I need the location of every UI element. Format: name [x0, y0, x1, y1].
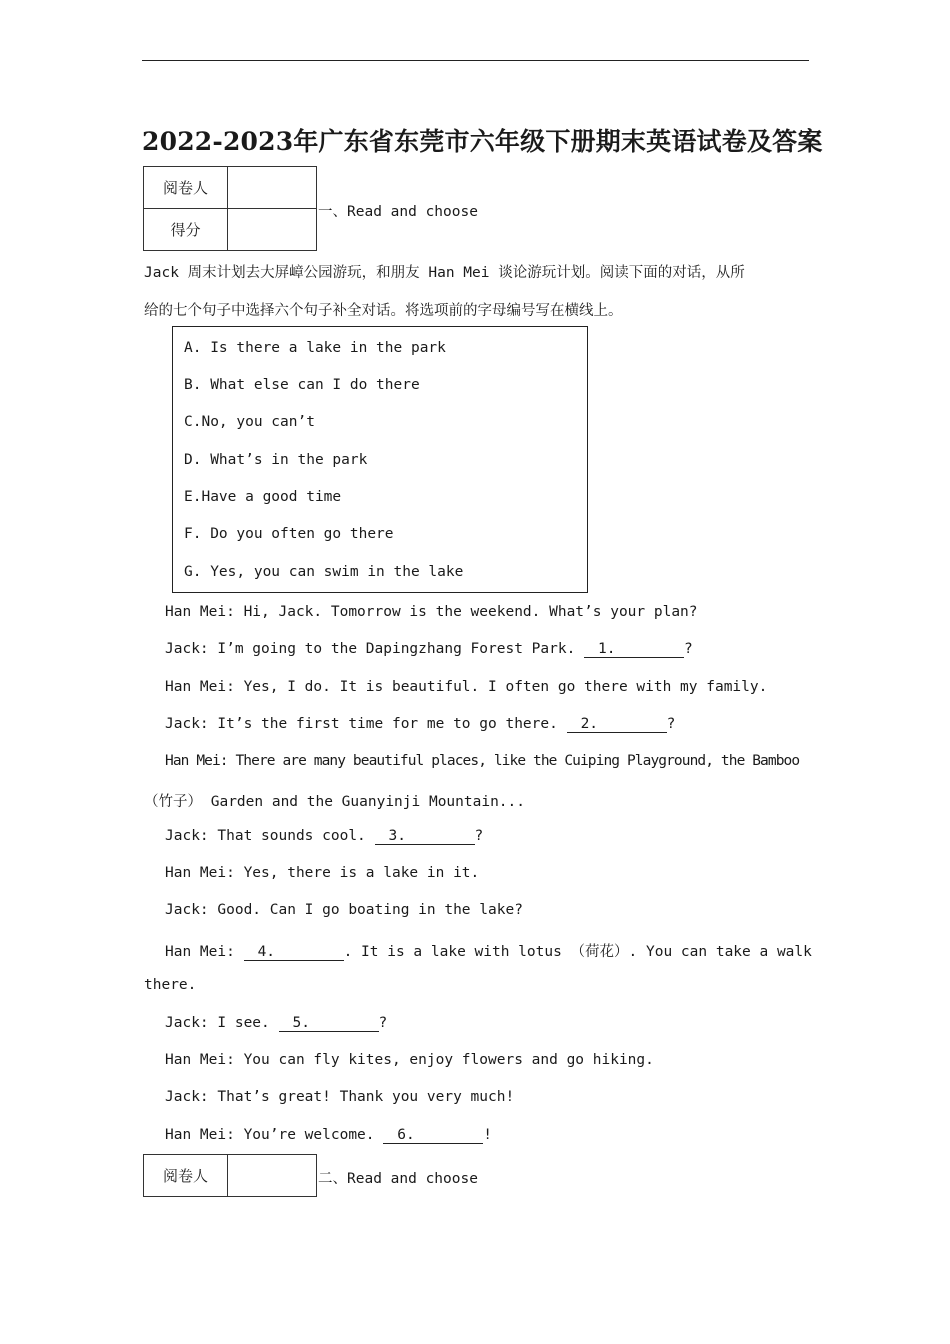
header-rule — [142, 60, 809, 61]
grader-cell[interactable] — [228, 167, 317, 209]
answer-blank-2[interactable]: 2. — [567, 716, 667, 733]
dialogue-line-9-cont: there. — [144, 977, 197, 993]
answer-blank-4[interactable]: 4. — [244, 944, 344, 961]
score-table-1 — [143, 166, 317, 251]
answer-blank-6[interactable]: 6. — [383, 1127, 483, 1144]
grader-label-2: 阅卷人 — [144, 1155, 228, 1197]
score-table-2 — [143, 1154, 317, 1197]
dialogue-line-6: Jack: That sounds cool. 3. ? — [165, 828, 484, 844]
option-f: F. Do you often go there — [184, 526, 394, 542]
dialogue-line-5: Han Mei: There are many beautiful places, like the Cuiping Playground, the Bamboo — [165, 753, 800, 769]
score-label: 得分 — [144, 209, 228, 251]
score-cell[interactable] — [228, 209, 317, 251]
option-g: G. Yes, you can swim in the lake — [184, 564, 464, 580]
option-c: C.No, you can’t — [184, 414, 315, 430]
option-a: A. Is there a lake in the park — [184, 340, 446, 356]
dialogue-line-9: Han Mei: 4. . It is a lake with lotus （荷花）. You can take a walk — [165, 944, 812, 960]
section-2-heading: 二、Read and choose — [318, 1171, 478, 1187]
section-1-heading: 一、Read and choose — [318, 204, 478, 220]
option-e: E.Have a good time — [184, 489, 342, 505]
dialogue-line-4: Jack: It’s the first time for me to go there. 2. ? — [165, 716, 676, 732]
option-d: D. What’s in the park — [184, 452, 368, 468]
instruction-line-1: Jack 周末计划去大屏嶂公园游玩，和朋友 Han Mei 谈论游玩计划。阅读下面的对话，从所 — [144, 265, 745, 281]
dialogue-line-13: Han Mei: You’re welcome. 6. ! — [165, 1127, 492, 1143]
dialogue-line-10: Jack: I see. 5. ? — [165, 1015, 388, 1031]
grader-label: 阅卷人 — [144, 167, 228, 209]
dialogue-line-1: Han Mei: Hi, Jack. Tomorrow is the weekend. What’s your plan? — [165, 604, 698, 620]
option-b: B. What else can I do there — [184, 377, 420, 393]
dialogue-line-8: Jack: Good. Can I go boating in the lake? — [165, 902, 523, 918]
dialogue-line-11: Han Mei: You can fly kites, enjoy flowers and go hiking. — [165, 1052, 654, 1068]
grader-cell-2[interactable] — [228, 1155, 317, 1197]
answer-blank-5[interactable]: 5. — [279, 1015, 379, 1032]
dialogue-line-7: Han Mei: Yes, there is a lake in it. — [165, 865, 480, 881]
dialogue-line-5-cont: （竹子） Garden and the Guanyinji Mountain... — [144, 794, 525, 810]
answer-blank-3[interactable]: 3. — [375, 828, 475, 845]
instruction-line-2: 给的七个句子中选择六个句子补全对话。将选项前的字母编号写在横线上。 — [144, 303, 623, 319]
answer-blank-1[interactable]: 1. — [584, 641, 684, 658]
page-title: 2022-2023年广东省东莞市六年级下册期末英语试卷及答案 — [142, 127, 823, 156]
dialogue-line-3: Han Mei: Yes, I do. It is beautiful. I often go there with my family. — [165, 679, 768, 695]
dialogue-line-2: Jack: I’m going to the Dapingzhang Forest Park. 1. ? — [165, 641, 693, 657]
dialogue-line-12: Jack: That’s great! Thank you very much! — [165, 1089, 515, 1105]
